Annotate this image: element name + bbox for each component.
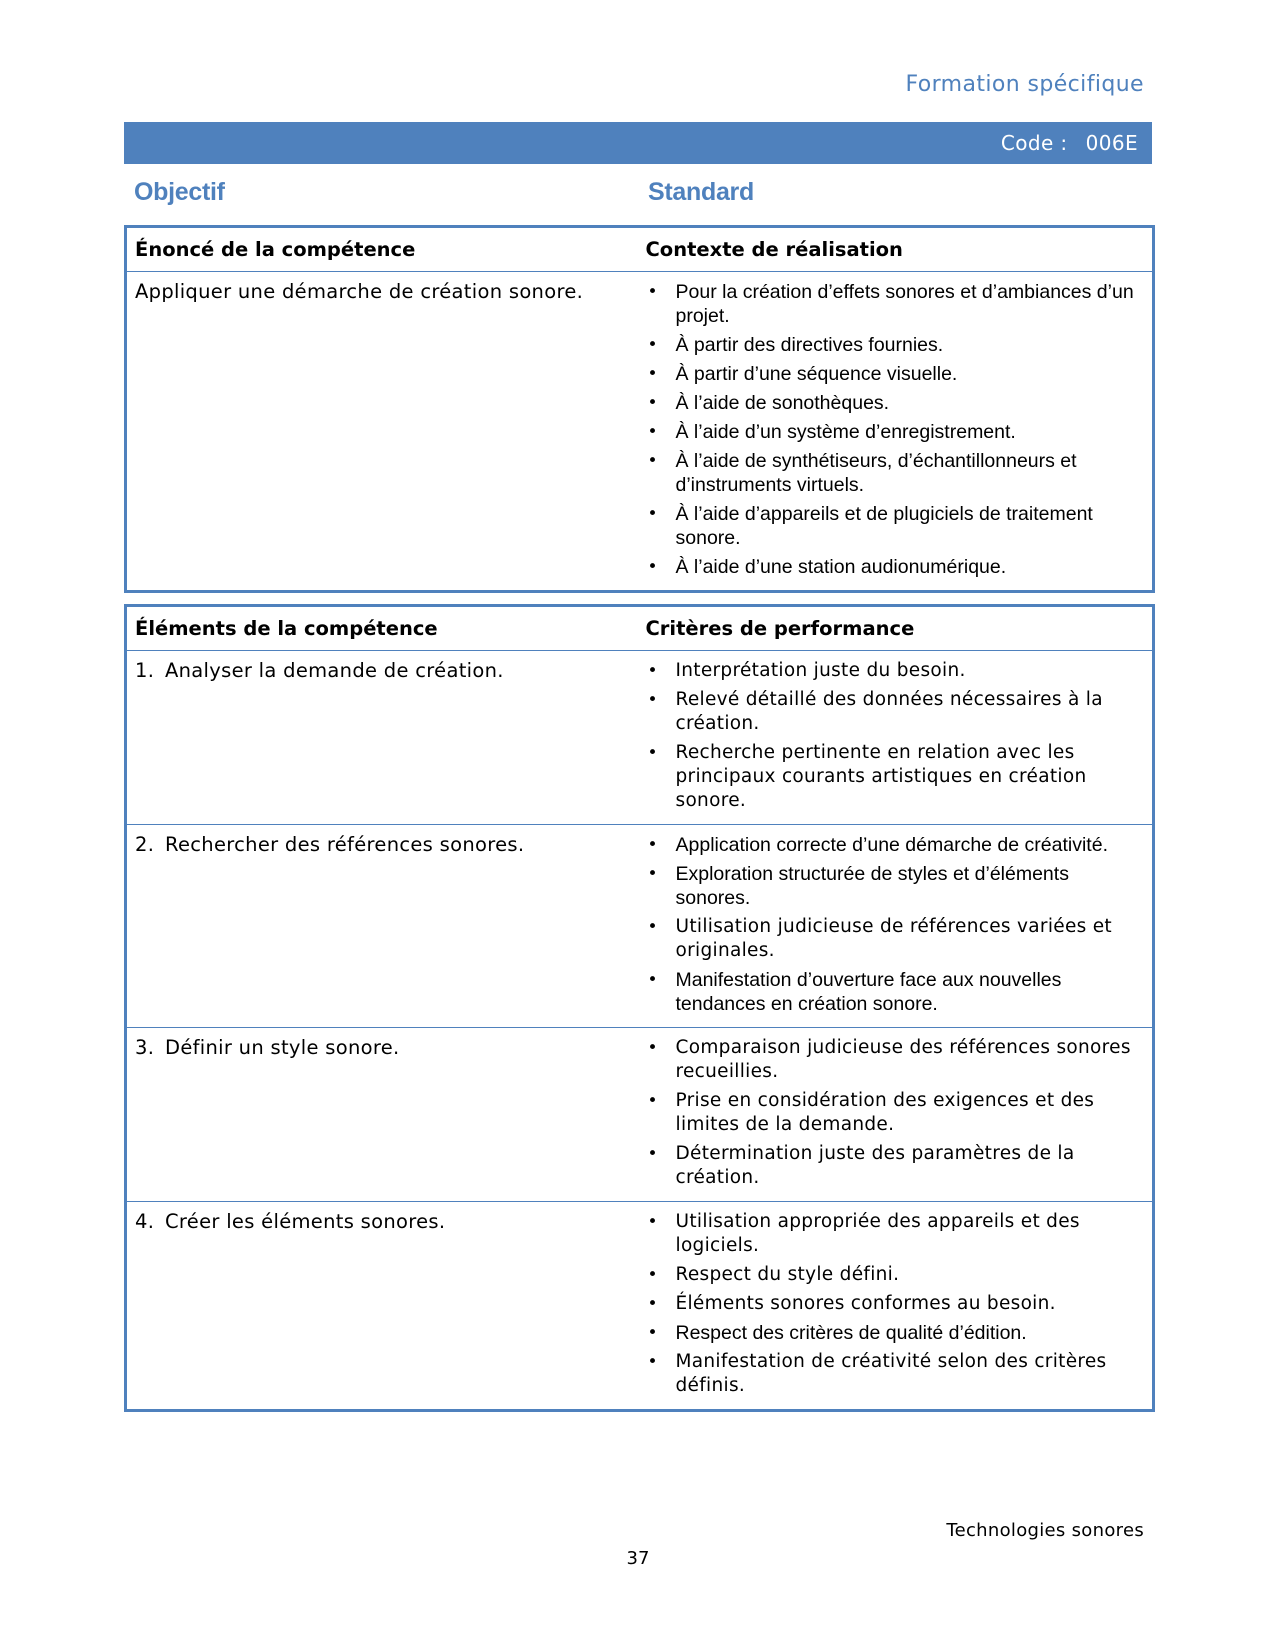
competence-table [124,225,1155,593]
bullet-icon: • [647,393,658,413]
bullet-icon: • [647,1323,658,1343]
criteres-cell [638,1028,1154,1202]
element-cell: 3. Définir un style sonore. [126,1028,638,1202]
contexte-list [646,272,1145,590]
section-headings [124,176,1152,216]
criteres-list [646,651,1145,824]
bullet-icon: • [647,1265,658,1285]
list-item: • Manifestation d’ouverture face aux nouvelles tendances en création sonore. [647,969,1062,1015]
code-label: Code : [1000,131,1068,155]
bullet-icon: • [647,690,658,710]
list-item: • Détermination juste des paramètres de la création. [647,1143,1075,1188]
criteres-list [646,1028,1145,1201]
list-item: • À l’aide de synthétiseurs, d’échantillonneurs et d’instruments virtuels. [647,450,1077,496]
table-row [126,825,1154,1028]
bullet-icon: • [647,1038,658,1058]
list-item: • Éléments sonores conformes au besoin. [647,1293,1056,1314]
table-row [126,1028,1154,1202]
list-item: • Pour la création d’effets sonores et d’ambiances d’un projet. [647,281,1134,327]
code-value: 006E [1085,131,1138,155]
list-item: • Respect du style défini. [647,1264,900,1285]
bullet-icon: • [647,282,658,302]
list-item: • Utilisation judicieuse de références variées et originales. [647,916,1112,961]
contexte-cell [638,272,1154,592]
bullet-icon: • [647,917,658,937]
elements-table-header [126,606,1154,651]
criteres-cell [638,825,1154,1028]
bullet-icon: • [647,835,658,855]
footer-program: Technologies sonores [946,1520,1144,1541]
list-item: • Prise en considération des exigences et des limites de la demande. [647,1090,1095,1135]
competence-table-row [126,272,1154,592]
enonce-header: Énoncé de la compétence [126,227,638,272]
list-item: • À l’aide d’une station audionumérique. [647,556,1007,578]
list-item: • Manifestation de créativité selon des critères définis. [647,1351,1107,1396]
criteres-list [646,1202,1145,1409]
bullet-icon: • [647,364,658,384]
bullet-icon: • [647,864,658,884]
table-row [126,651,1154,825]
bullet-icon: • [647,1294,658,1314]
bullet-icon: • [647,1352,658,1372]
competence-table-header [126,227,1154,272]
list-item: • Application correcte d’une démarche de créativité. [647,834,1108,856]
code-bar [124,122,1152,164]
bullet-icon: • [647,1212,658,1232]
bullet-icon: • [647,1091,658,1111]
list-item: • Exploration structurée de styles et d’éléments sonores. [647,863,1069,909]
list-item: • Recherche pertinente en relation avec les principaux courants artistiques en création sonore. [647,742,1087,811]
list-item: • Relevé détaillé des données nécessaires à la création. [647,689,1103,734]
list-item: • À l’aide de sonothèques. [647,392,890,414]
bullet-icon: • [647,743,658,763]
standard-heading: Standard [648,178,754,206]
list-item: • À l’aide d’appareils et de plugiciels de traitement sonore. [647,503,1093,549]
page-number: 37 [626,1548,650,1569]
bullet-icon: • [647,335,658,355]
bullet-icon: • [647,557,658,577]
table-row [126,1202,1154,1411]
bullet-icon: • [647,1144,658,1164]
bullet-icon: • [647,970,658,990]
element-cell: 4. Créer les éléments sonores. [135,1210,446,1233]
contexte-header: Contexte de réalisation [638,227,1154,272]
criteres-header: Critères de performance [638,606,1154,651]
list-item: • Comparaison judicieuse des références sonores recueillies. [647,1037,1131,1082]
bullet-icon: • [647,451,658,471]
objectif-heading: Objectif [134,178,225,206]
list-item: • À partir d’une séquence visuelle. [647,363,958,385]
bullet-icon: • [647,422,658,442]
list-item: • Utilisation appropriée des appareils et des logiciels. [647,1211,1080,1256]
list-item: • Interprétation juste du besoin. [647,660,966,681]
list-item: • Respect des critères de qualité d’édition. [647,1322,1027,1344]
formation-title: Formation spécifique [905,72,1144,97]
element-cell: 1. Analyser la demande de création. [126,651,638,825]
criteres-cell [638,1202,1154,1411]
criteres-list [646,825,1145,1027]
list-item: • À partir des directives fournies. [647,334,944,356]
enonce-text: Appliquer une démarche de création sonore. [135,280,584,303]
list-item: • À l’aide d’un système d’enregistrement. [647,421,1016,443]
element-cell: 2. Rechercher des références sonores. [126,825,638,1028]
elements-table [124,604,1155,1412]
elements-header: Éléments de la compétence [126,606,638,651]
criteres-cell [638,651,1154,825]
bullet-icon: • [647,661,658,681]
bullet-icon: • [647,504,658,524]
